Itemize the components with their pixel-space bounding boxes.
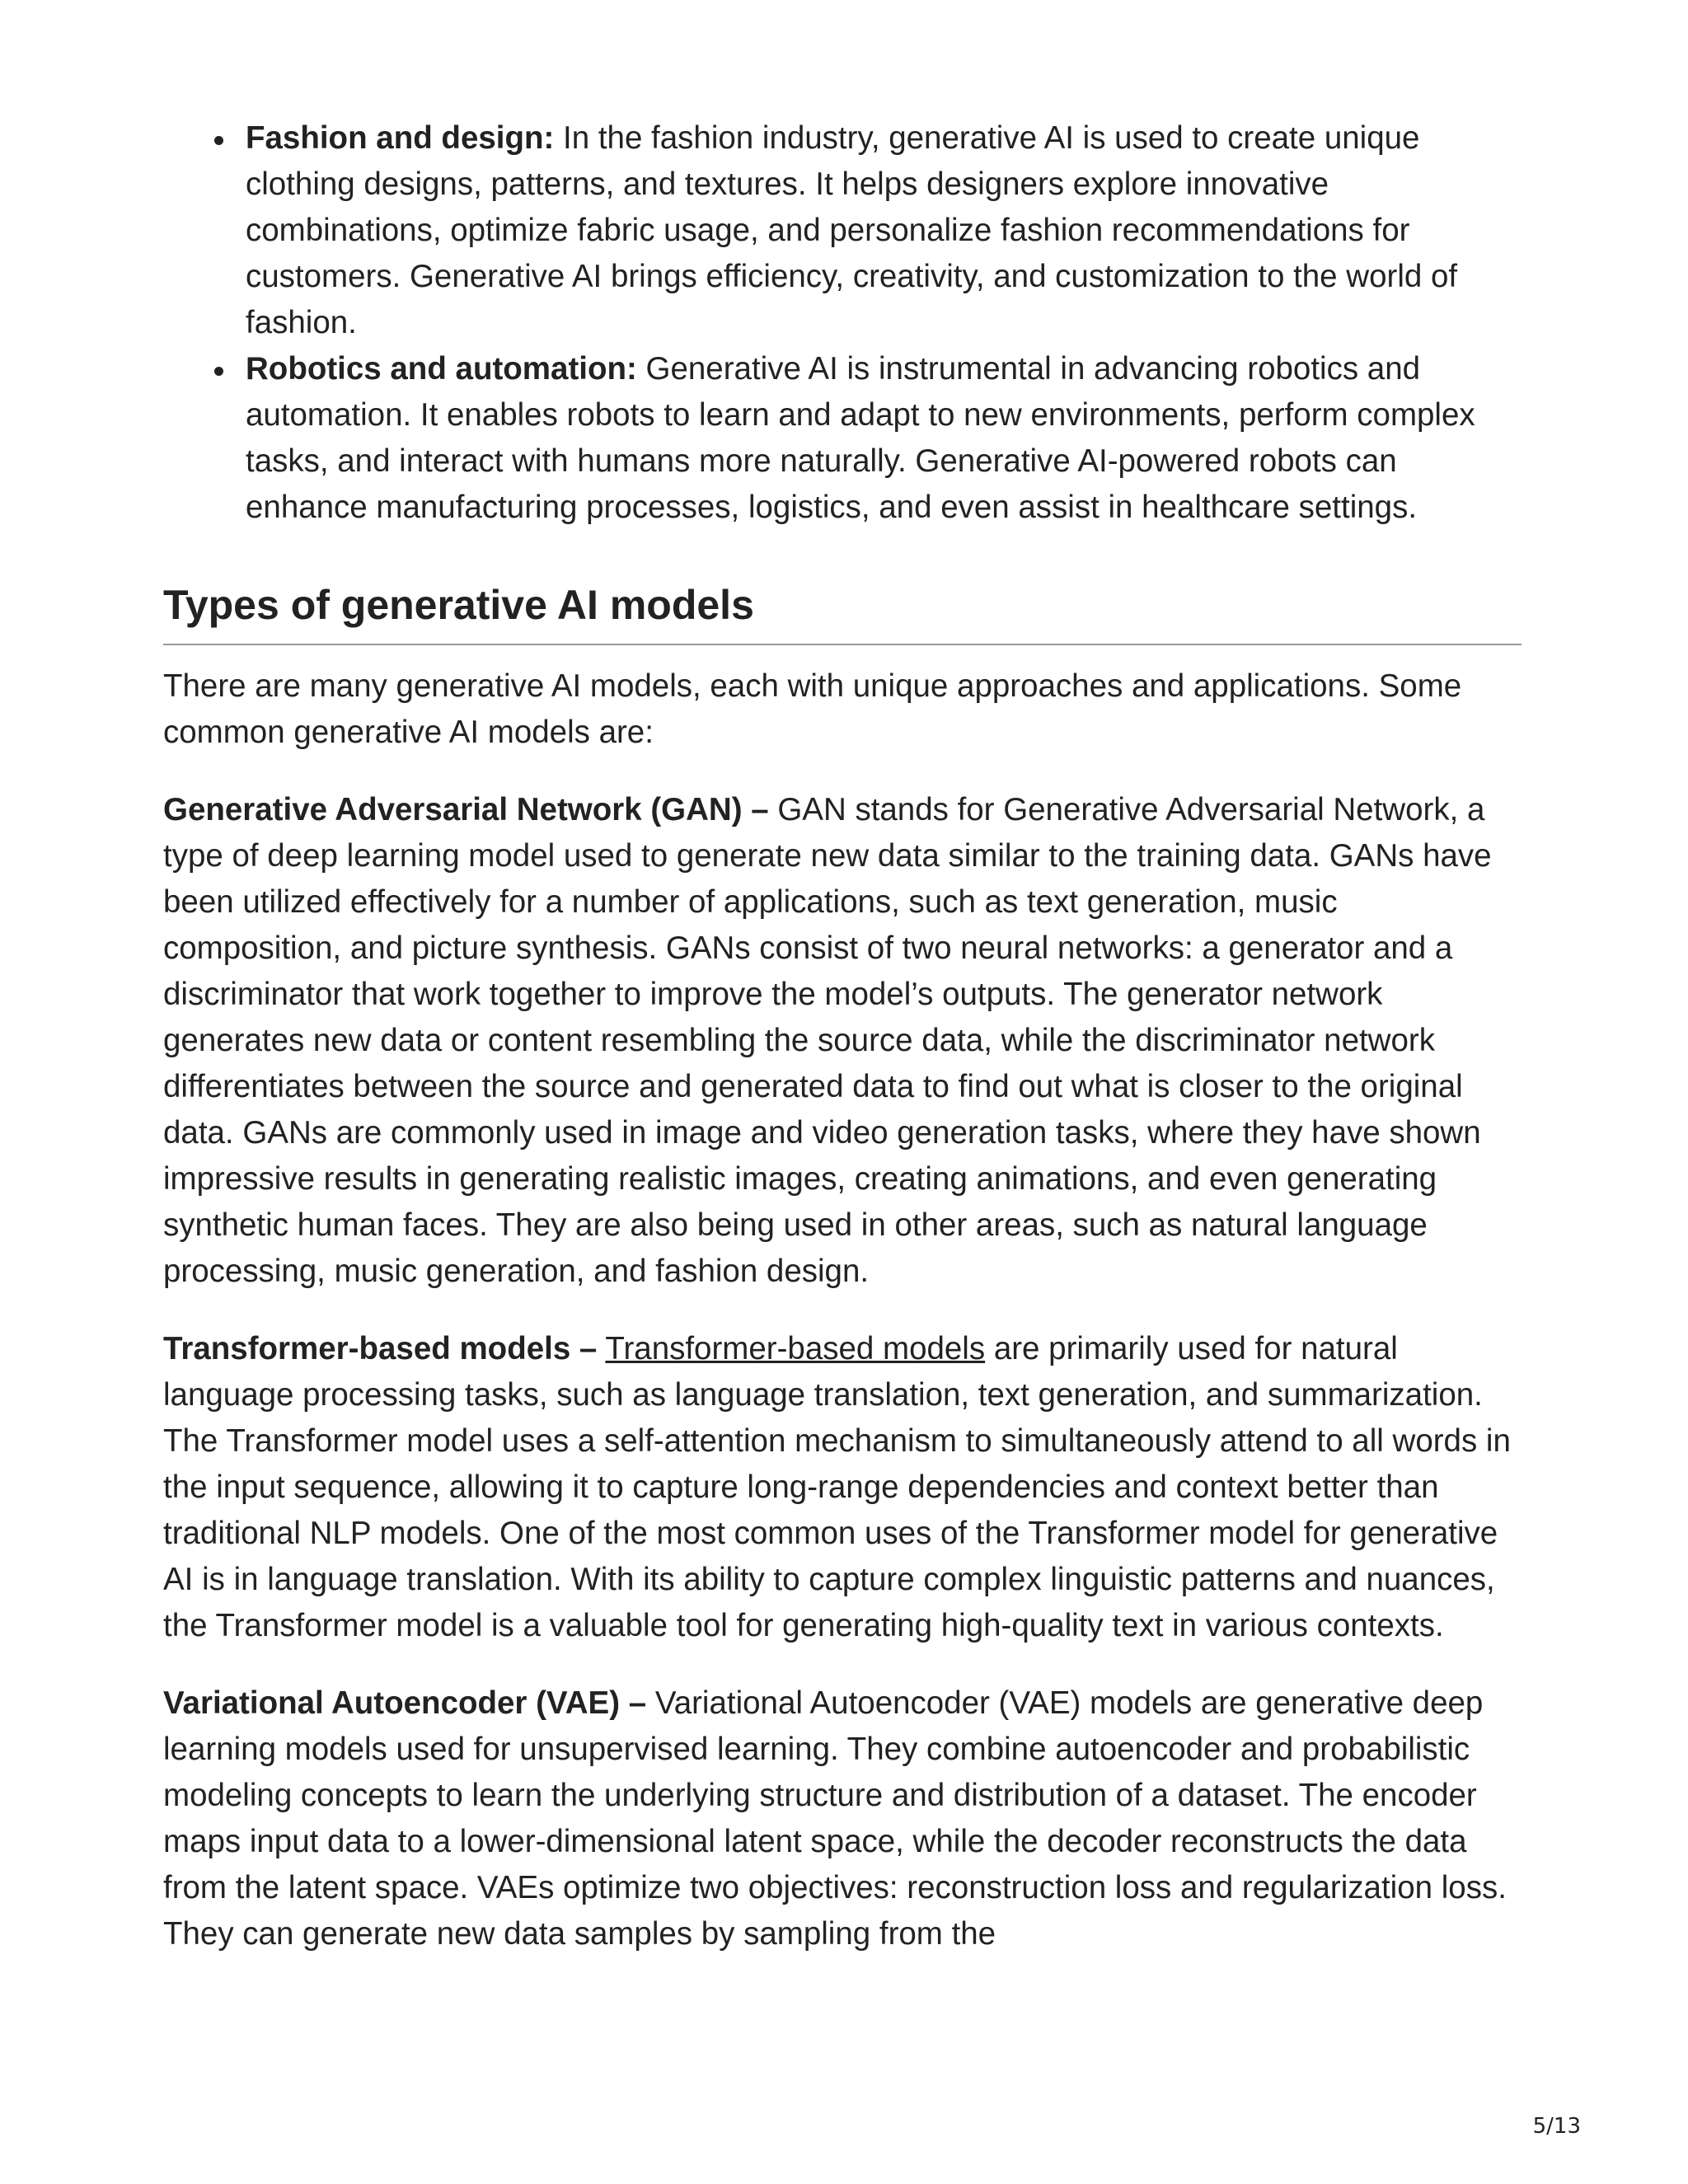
list-item-title: Fashion and design:: [246, 120, 555, 156]
use-case-list: [163, 115, 1522, 531]
list-item-title: Robotics and automation:: [246, 351, 637, 387]
paragraph-text-vae: Variational Autoencoder (VAE) models are generative deep learning models used for unsupervised learning. They combine autoencoder and probabilistic modeling concepts to learn the underlying structure and distribution of a dataset. The encoder maps input data to a lower-dimensional latent space, while the decoder reconstructs the data from the latent space. VAEs optimize two objectives: reconstruction loss and regularization loss. They can generate new data samples by sampling from the: [163, 1685, 1507, 1952]
paragraph-title-transformer: Transformer-based models –: [163, 1331, 598, 1366]
document-page: [163, 115, 1522, 1957]
list-item-text: In the fashion industry, generative AI is used to create unique clothing designs, patterns, and textures. It helps designers explore innovative combinations, optimize fabric usage, and personalize fashion recommendations for customers. Generative AI brings efficiency, creativity, and customization to the world of fashion.: [246, 120, 1458, 340]
transformer-models-link[interactable]: Transformer-based models: [605, 1331, 986, 1366]
paragraph-vae: [163, 1680, 1522, 1957]
paragraph-text-gan: GAN stands for Generative Adversarial Network, a type of deep learning model used to generate new data similar to the training data. GANs have been utilized effectively for a number of applications, such as text generation, music composition, and picture synthesis. GANs consist of two neural networks: a generator and a discriminator that work together to improve the model’s outputs. The generator network generates new data or content resembling the source data, while the discriminator network differentiates between the source and generated data to find out what is closer to the original data. GANs are commonly used in image and video generation tasks, where they have shown impressive results in generating realistic images, creating animations, and even generating synthetic human faces. They are also being used in other areas, such as natural language processing, music generation, and fashion design.: [163, 792, 1492, 1289]
list-item-text: Generative AI is instrumental in advancing robotics and automation. It enables robots to learn and adapt to new environments, perform complex tasks, and interact with humans more naturally. Generative AI-powered robots can enhance manufacturing processes, logistics, and even assist in healthcare settings.: [246, 351, 1475, 525]
paragraph-gan: [163, 787, 1522, 1295]
section-heading: Types of generative AI models: [163, 580, 1522, 645]
list-item-robotics: [246, 346, 1522, 531]
list-item-fashion: [246, 115, 1522, 346]
page-number: 5/13: [1532, 2114, 1581, 2139]
paragraph-transformer: [163, 1326, 1522, 1649]
section-intro: There are many generative AI models, each with unique approaches and applications. Some common generative AI models are:: [163, 668, 1462, 750]
paragraph-title-vae: Variational Autoencoder (VAE) –: [163, 1685, 647, 1721]
paragraph-text-transformer: are primarily used for natural language processing tasks, such as language translation, text generation, and summarization. The Transformer model uses a self-attention mechanism to simultaneously attend to all words in the input sequence, allowing it to capture long-range dependencies and context better than traditional NLP models. One of the most common uses of the Transformer model for generative AI is in language translation. With its ability to capture complex linguistic patterns and nuances, the Transformer model is a valuable tool for generating high-quality text in various contexts.: [163, 1331, 1511, 1643]
paragraph-title-gan: Generative Adversarial Network (GAN) –: [163, 792, 769, 827]
